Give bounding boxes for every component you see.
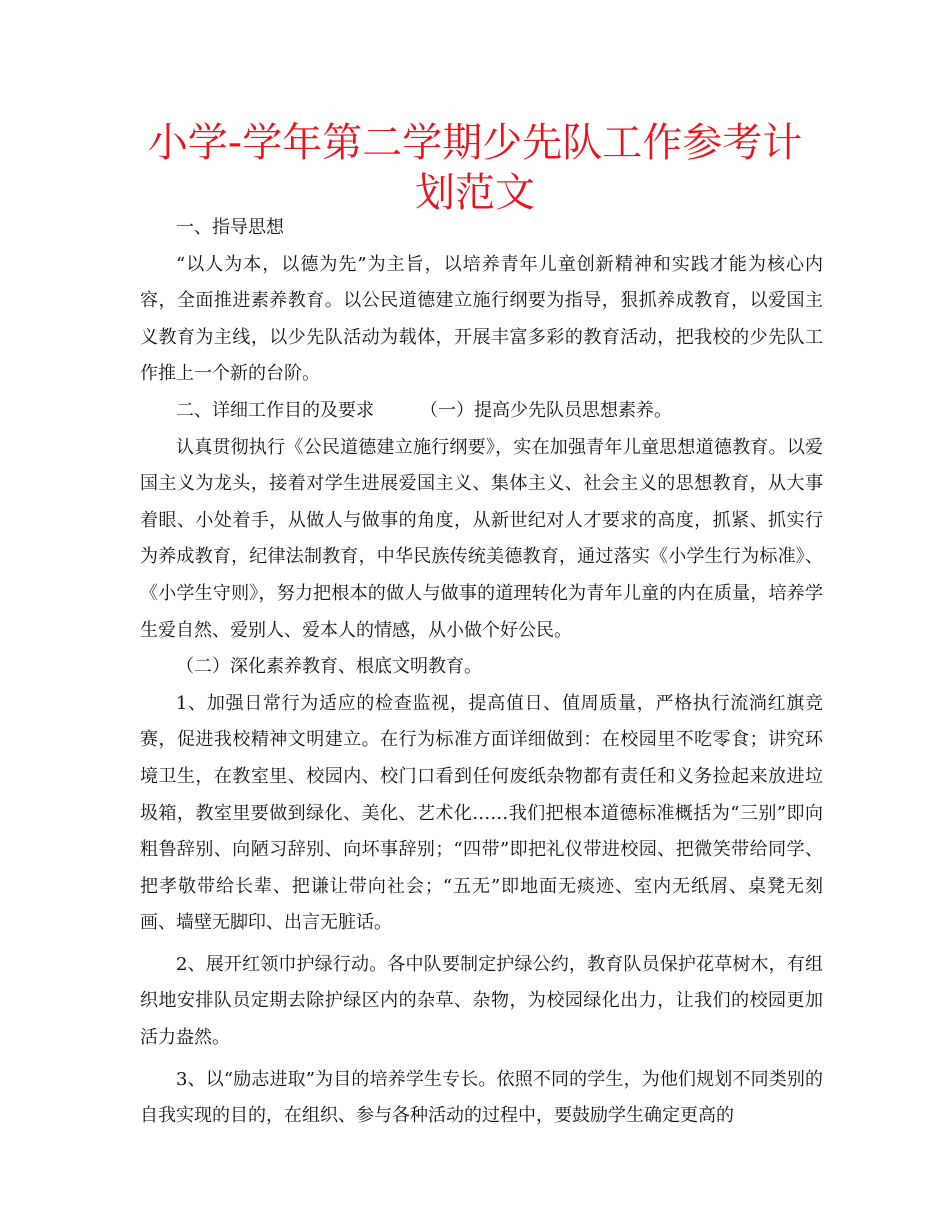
paragraph-guiding-ideology: “以人为本，以德为先”为主旨，以培养青年儿童创新精神和实践才能为核心内容，全面推进素养教育。以公民道德建立施行纲要为指导，狠抓养成教育，以爱国主义教育为主线，以少先队活动为载体，开展丰富多彩的教育活动，把我校的少先队工作推上一个新的台阶。: [140, 253, 823, 385]
section-heading-guiding-ideology: 一、指导思想: [176, 217, 284, 238]
paragraph-item-3: 3、以“励志进取”为目的培养学生专长。依照不同的学生，为他们规划不同类别的自我实现的目的，在组织、参与各种活动的过程中，要鼓励学生确定更高的: [140, 1068, 823, 1127]
section-heading-goals: [140, 393, 823, 430]
subsection-heading-1: （一）提高少先队员思想素养。: [420, 399, 672, 421]
paragraph-item-2: 2、展开红领巾护绿行动。各中队要制定护绿公约，教育队员保护花草树木，有组织地安排队员定期去除护绿区内的杂草、杂物，为校园绿化出力，让我们的校园更加活力盎然。: [140, 953, 823, 1049]
subsection-heading-2: （二）深化素养教育、根底文明教育。: [176, 656, 482, 678]
paragraph-item-1: 1、加强日常行为适应的检查监视，提高值日、值周质量，严格执行流淌红旗竞赛，促进我校精神文明建立。在行为标准方面详细做到：在校园里不吃零食；讲究环境卫生，在教室里、校园内、校门口看到任何废纸杂物都有责任和义务捡起来放进垃圾箱，教室里要做到绿化、美化、艺术化……我们把根本道德标准概括为“三别”即向粗鲁辞别、向陋习辞别、向坏事辞别；“四带”即把礼仪带进校园、把微笑带给同学、把孝敬带给长辈、把谦让带向社会；“五无”即地面无痰迹、室内无纸屑、桌凳无刻画、墙壁无脚印、出言无脏话。: [140, 692, 823, 934]
document-title: 小学-学年第二学期少先队工作参考计划范文: [147, 120, 803, 216]
document-body: [140, 210, 823, 1135]
paragraph-ideological-education: 认真贯彻执行《公民道德建立施行纲要》，实在加强青年儿童思想道德教育。以爱国主义为龙头，接着对学生进展爱国主义、集体主义、社会主义的思想教育，从大事着眼、小处着手，从做人与做事的角度，从新世纪对人才要求的高度，抓紧、抓实行为养成教育，纪律法制教育，中华民族传统美德教育，通过落实《小学生行为标准》、《小学生守则》，努力把根本的做人与做事的道理转化为青年儿童的内在质量，培养学生爱自然、爱别人、爱本人的情感，从小做个好公民。: [140, 436, 823, 641]
section-heading-goals-label: 二、详细工作目的及要求: [176, 399, 374, 421]
